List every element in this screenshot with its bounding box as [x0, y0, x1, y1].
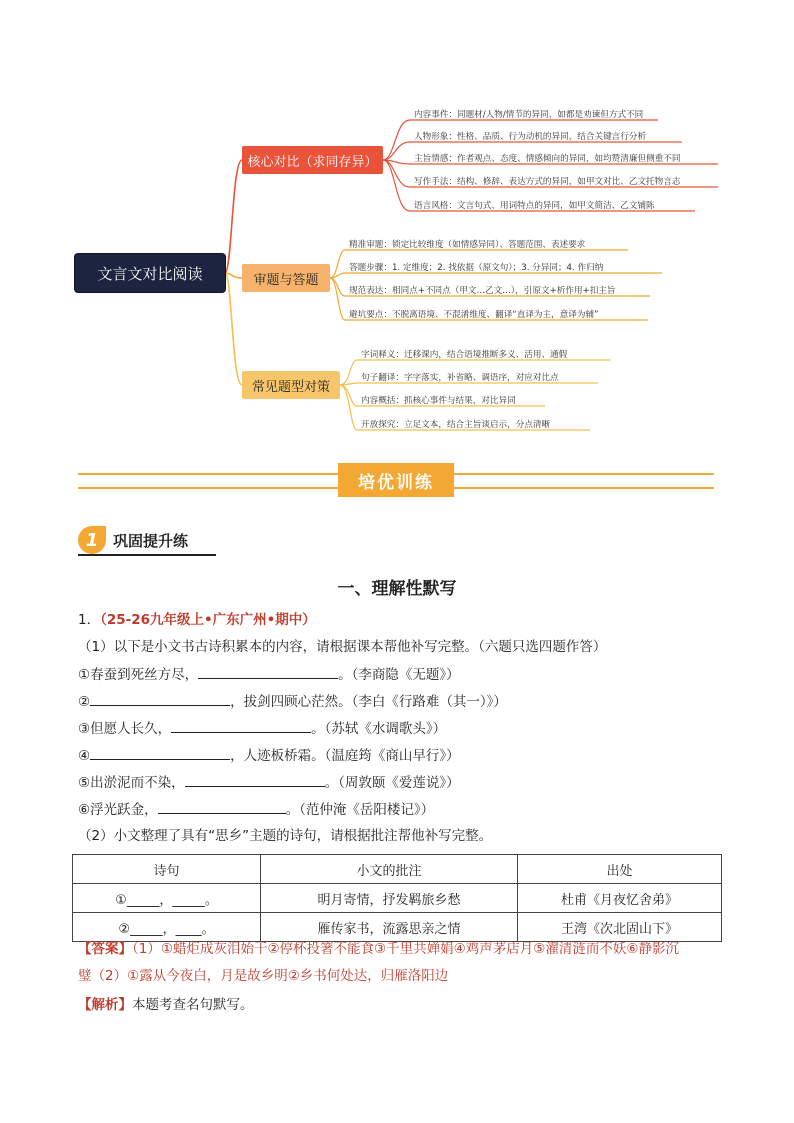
table-header: 诗句	[73, 855, 261, 884]
badge-title: 巩固提升练	[113, 532, 189, 550]
branch-question-types: 常见题型对策	[242, 371, 340, 399]
fill-line-1	[78, 664, 460, 685]
poem-table	[72, 854, 722, 942]
table-cell: ②_____，____。	[73, 913, 261, 942]
blank[interactable]	[185, 772, 325, 787]
fill-line-post: 。（李商隐《无题》）	[338, 667, 460, 683]
answer-label: 【答案】	[78, 941, 132, 957]
leaf-item: 内容事件：同题材/人物/情节的异同，如都是劝谏但方式不同	[414, 110, 644, 120]
leaf-item: 内容概括：抓核心事件与结果，对比异同	[361, 396, 516, 406]
leaf-item: 精准审题：锁定比较维度（如情感异同）、答题范围、表述要求	[349, 240, 586, 250]
answer-line-2: 璧（2）①露从今夜白，月是故乡明②乡书何处达，归雁洛阳边	[78, 968, 449, 984]
leaf-item: 字词释义：迁移课内，结合语境推断多义、活用、通假	[361, 350, 568, 360]
analysis-text: 本题考查名句默写。	[132, 997, 254, 1013]
leaf-item: 语言风格：文言句式、用词特点的异同，如甲文简洁、乙文铺陈	[414, 201, 655, 211]
leaf-item: 答题步骤：1. 定维度；2. 找依据（原文句）；3. 分异同；4. 作归纳	[349, 263, 604, 273]
leaf-item: 写作手法：结构、修辞、表达方式的异同，如甲文对比、乙文托物言志	[414, 177, 681, 187]
analysis-label: 【解析】	[78, 997, 132, 1013]
leaf-item: 避坑要点：不脱离语境、不混淆维度、翻译“直译为主，意译为辅”	[349, 310, 599, 320]
question-header	[78, 610, 316, 630]
branch-review-answer: 审题与答题	[242, 264, 330, 292]
table-header-row	[73, 855, 722, 884]
table-row	[73, 884, 722, 913]
leaf-item: 规范表达：相同点+不同点（甲文…乙文…），引原文+析作用+扣主旨	[349, 286, 616, 296]
section-title: 培优训练	[338, 463, 454, 497]
fill-line-pre: ②	[78, 694, 91, 710]
table-cell: 雁传家书，流露思亲之情	[261, 913, 518, 942]
leaf-item: 句子翻译：字字落实，补省略、调语序，对应对比点	[361, 373, 559, 383]
answer-text: （1）①蜡炬成灰泪始干②停杯投箸不能食③千里共婵娟④鸡声茅店月⑤濯清涟而不妖⑥静影沉	[132, 941, 679, 957]
leaf-item: 人物形象：性格、品质、行为动机的异同，结合关键言行分析	[414, 132, 647, 142]
fill-line-6	[78, 799, 434, 820]
answer-line-1	[78, 939, 679, 959]
table-cell: 杜甫《月夜忆舍弟》	[518, 884, 722, 913]
question-number: 1．	[78, 612, 101, 628]
fill-line-pre: ③但愿人长久，	[78, 721, 172, 737]
fill-line-pre: ⑥浮光跃金，	[78, 802, 158, 818]
table-cell: 王湾《次北固山下》	[518, 913, 722, 942]
fill-line-2	[78, 691, 507, 712]
fill-line-5	[78, 772, 460, 793]
blank[interactable]	[171, 718, 311, 733]
leaf-item: 开放探究：立足文本，结合主旨谈启示，分点清晰	[361, 420, 551, 430]
fill-line-pre: ⑤出淤泥而不染，	[78, 775, 185, 791]
analysis-line	[78, 995, 254, 1015]
fill-line-4	[78, 745, 460, 766]
page-heading: 一、理解性默写	[337, 579, 457, 599]
table-cell: ①_____，_____。	[73, 884, 261, 913]
fill-line-post: 。（苏轼《水调歌头》）	[311, 721, 447, 737]
table-cell: 明月寄情，抒发羁旅乡愁	[261, 884, 518, 913]
table-header: 小文的批注	[261, 855, 518, 884]
branch-core-contrast: 核心对比（求同存异）	[242, 146, 383, 174]
blank[interactable]	[90, 691, 230, 706]
fill-line-3	[78, 718, 446, 739]
table-row	[73, 913, 722, 942]
fill-line-post: ，人迹板桥霜。（温庭筠《商山早行》）	[230, 748, 460, 764]
mind-map	[0, 0, 794, 450]
fill-line-post: ，拔剑四顾心茫然。（李白《行路难（其一）》）	[230, 694, 507, 710]
question-part1: （1）以下是小文书古诗积累本的内容，请根据课本帮他补写完整。（六题只选四题作答）	[78, 639, 607, 655]
fill-line-post: 。（周敦颐《爱莲说》）	[324, 775, 460, 791]
table-header: 出处	[518, 855, 722, 884]
fill-line-post: 。（范仲淹《岳阳楼记》）	[285, 802, 435, 818]
question-part2: （2）小文整理了具有“思乡”主题的诗句，请根据批注帮他补写完整。	[78, 828, 493, 844]
badge-number: 1	[78, 526, 106, 554]
blank[interactable]	[90, 745, 230, 760]
fill-line-pre: ④	[78, 748, 91, 764]
blank[interactable]	[158, 799, 286, 814]
fill-line-pre: ①春蚕到死丝方尽，	[78, 667, 199, 683]
mindmap-root: 文言文对比阅读	[75, 254, 225, 292]
question-source: （25-26九年级上•广东广州•期中）	[100, 612, 316, 628]
blank[interactable]	[198, 664, 338, 679]
leaf-item: 主旨情感：作者观点、态度、情感倾向的异同，如均赞清廉但侧重不同	[414, 154, 681, 164]
badge-underline	[78, 554, 216, 556]
